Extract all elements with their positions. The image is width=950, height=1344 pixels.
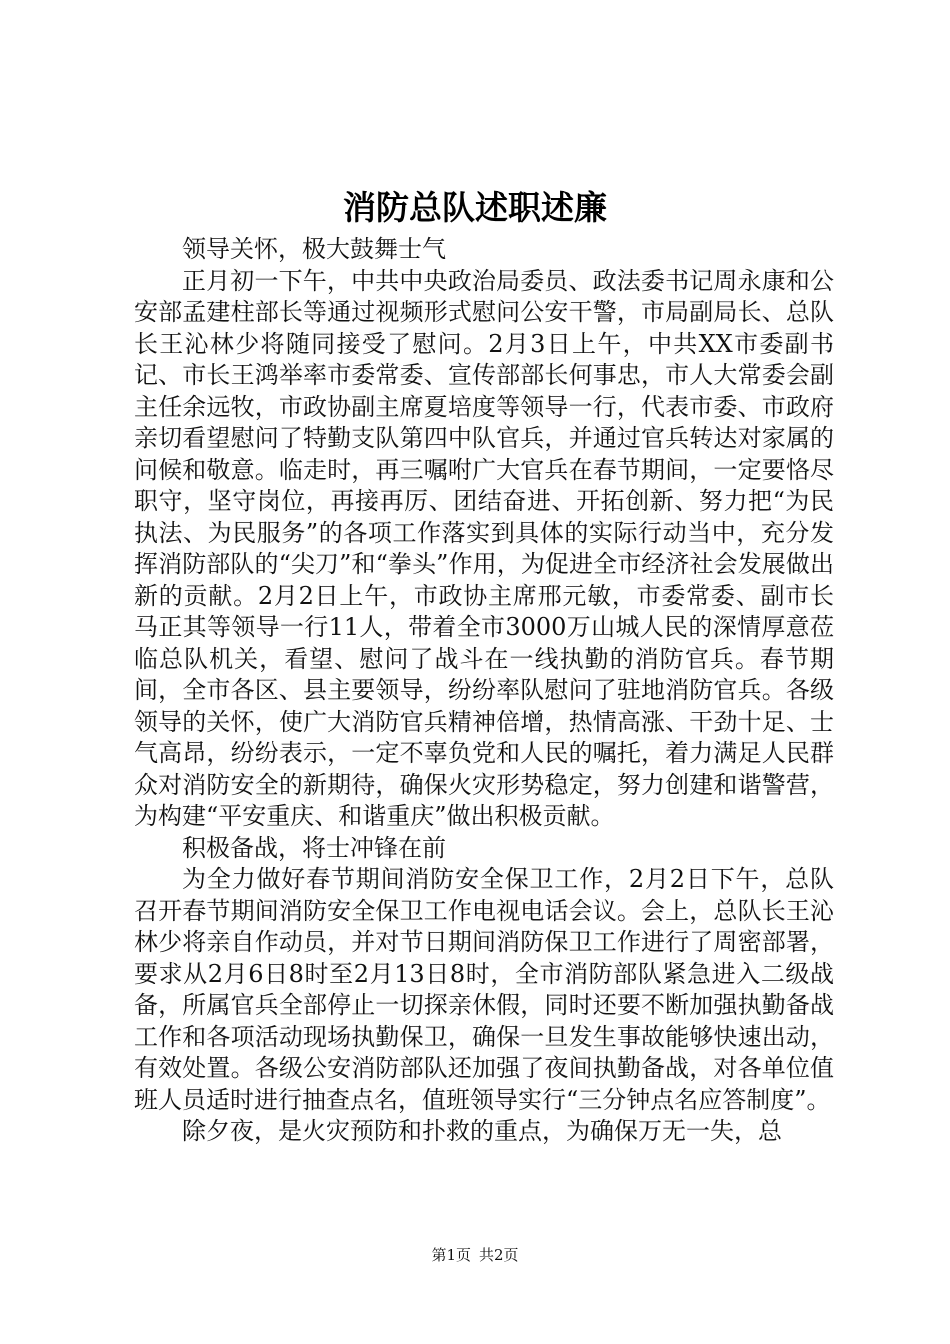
page-number-total: 共2页	[479, 1246, 519, 1264]
document-title: 消防总队述职述廉	[343, 188, 607, 227]
paragraph-security-deployment: 为全力做好春节期间消防安全保卫工作，2月2日下午，总队召开春节期间消防安全保卫工作电视电话会议。会上，总队长王沁林少将亲自作动员，并对节日期间消防保卫工作进行了周密部署，要求从2月6日8时至2月13日8时，全市消防部队紧急进入二级战备，所属官兵全部停止一切探亲休假，同时还要不断加强执勤备战工作和各项活动现场执勤保卫，确保一旦发生事故能够快速出动，有效处置。各级公安消防部队还加强了夜间执勤备战，对各单位值班人员适时进行抽查点名，值班领导实行“三分钟点名应答制度”。	[134, 865, 834, 1114]
paragraph-new-years-eve: 除夕夜，是火灾预防和扑救的重点，为确保万无一失，总	[182, 1117, 782, 1145]
section-heading-leadership-care: 领导关怀，极大鼓舞士气	[182, 235, 446, 263]
paragraph-leadership-visits: 正月初一下午，中共中央政治局委员、政法委书记周永康和公安部孟建柱部长等通过视频形式慰问公安干警，市局副局长、总队长王沁林少将随同接受了慰问。2月3日上午，中共XX市委副书记、市长王鸿举率市委常委、宣传部部长何事忠，市人大常委会副主任余远牧，市政协副主席夏培度等领导一行，代表市委、市政府亲切看望慰问了特勤支队第四中队官兵，并通过官兵转达对家属的问候和敬意。临走时，再三嘱咐广大官兵在春节期间，一定要恪尽职守，坚守岗位，再接再厉、团结奋进、开拓创新、努力把“为民执法、为民服务”的各项工作落实到具体的实际行动当中，充分发挥消防部队的“尖刀”和“拳头”作用，为促进全市经济社会发展做出新的贡献。2月2日上午，市政协主席邢元敏，市委常委、副市长马正其等领导一行11人，带着全市3000万山城人民的深情厚意莅临总队机关，看望、慰问了战斗在一线执勤的消防官兵。春节期间，全市各区、县主要领导，纷纷率队慰问了驻地消防官兵。各级领导的关怀，使广大消防官兵精神倍增，热情高涨、干劲十足、士气高昂，纷纷表示，一定不辜负党和人民的嘱托，着力满足人民群众对消防安全的新期待，确保火灾形势稳定，努力创建和谐警营，为构建“平安重庆、和谐重庆”做出积极贡献。	[134, 266, 834, 830]
page-number-current: 第1页	[431, 1246, 471, 1264]
section-heading-combat-readiness: 积极备战，将士冲锋在前	[182, 833, 446, 862]
page-footer	[0, 1244, 950, 1265]
document-body	[134, 234, 834, 1148]
